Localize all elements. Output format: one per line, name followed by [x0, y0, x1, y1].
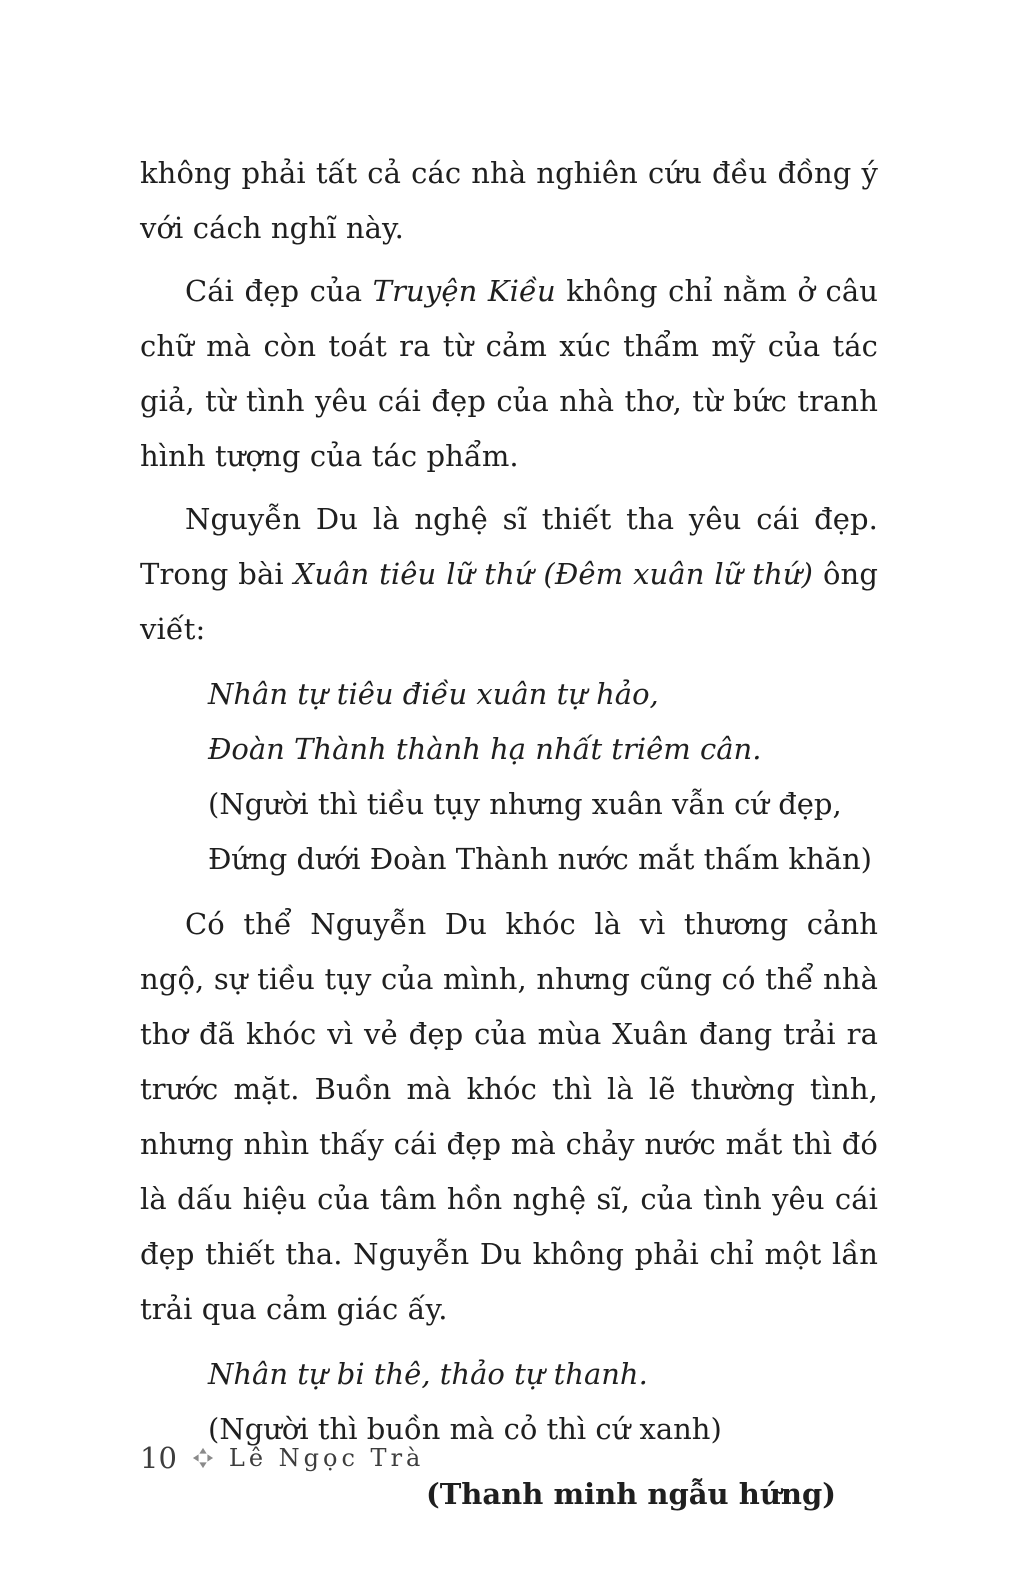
poem-line: Nhân tự tiêu điều xuân tự hảo,: [208, 677, 659, 711]
page-number: 10: [140, 1441, 177, 1475]
paragraph-text: Cái đẹp của: [185, 274, 373, 308]
paragraph-text: ông viết:: [140, 557, 878, 646]
paragraph-text: Nguyễn Du là nghệ sĩ thiết tha yêu cái đẹp. Trong bài: [140, 502, 878, 591]
poem-line: Nhân tự bi thê, thảo tự thanh.: [208, 1357, 648, 1391]
four-triangle-ornament-icon: [192, 1447, 214, 1469]
poem-attribution: (Thanh minh ngẫu hứng): [426, 1477, 836, 1511]
poem-title-xuan-tieu-lu-thu: Xuân tiêu lữ thứ (Đêm xuân lữ thứ): [293, 557, 814, 591]
poem-quote-1: [208, 667, 878, 887]
paragraph-cai-dep: [140, 264, 878, 484]
poem-translation-line: (Người thì buồn mà cỏ thì cứ xanh): [208, 1412, 722, 1446]
page-footer: [140, 1438, 424, 1478]
poem-line: Đoàn Thành thành hạ nhất triêm cân.: [208, 732, 762, 766]
poem-translation-line: (Người thì tiều tụy nhưng xuân vẫn cứ đẹp,: [208, 787, 842, 821]
page-text-block: [140, 0, 878, 1522]
paragraph-continuation: không phải tất cả các nhà nghiên cứu đều đồng ý với cách nghĩ này.: [140, 156, 878, 245]
paragraph-text: không chỉ nằm ở câu chữ mà còn toát ra từ cảm xúc thẩm mỹ của tác giả, từ tình yêu cái đẹp của nhà thơ, từ bức tranh hình tượng của tác phẩm.: [140, 274, 879, 473]
author-name: Lê Ngọc Trà: [228, 1444, 425, 1472]
poem-translation-line: Đứng dưới Đoàn Thành nước mắt thấm khăn): [208, 842, 872, 876]
book-title-truyen-kieu: Truyện Kiều: [372, 274, 556, 308]
paragraph-co-the: Có thể Nguyễn Du khóc là vì thương cảnh ngộ, sự tiều tụy của mình, nhưng cũng có thể nhà thơ đã khóc vì vẻ đẹp của mùa Xuân đang trải ra trước mặt. Buồn mà khóc thì là lẽ thường tình, nhưng nhìn thấy cái đẹp mà chảy nước mắt thì đó là dấu hiệu của tâm hồn nghệ sĩ, của tình yêu cái đẹp thiết tha. Nguyễn Du không phải chỉ một lần trải qua cảm giác ấy.: [140, 907, 878, 1326]
paragraph-nguyen-du: [140, 492, 878, 657]
